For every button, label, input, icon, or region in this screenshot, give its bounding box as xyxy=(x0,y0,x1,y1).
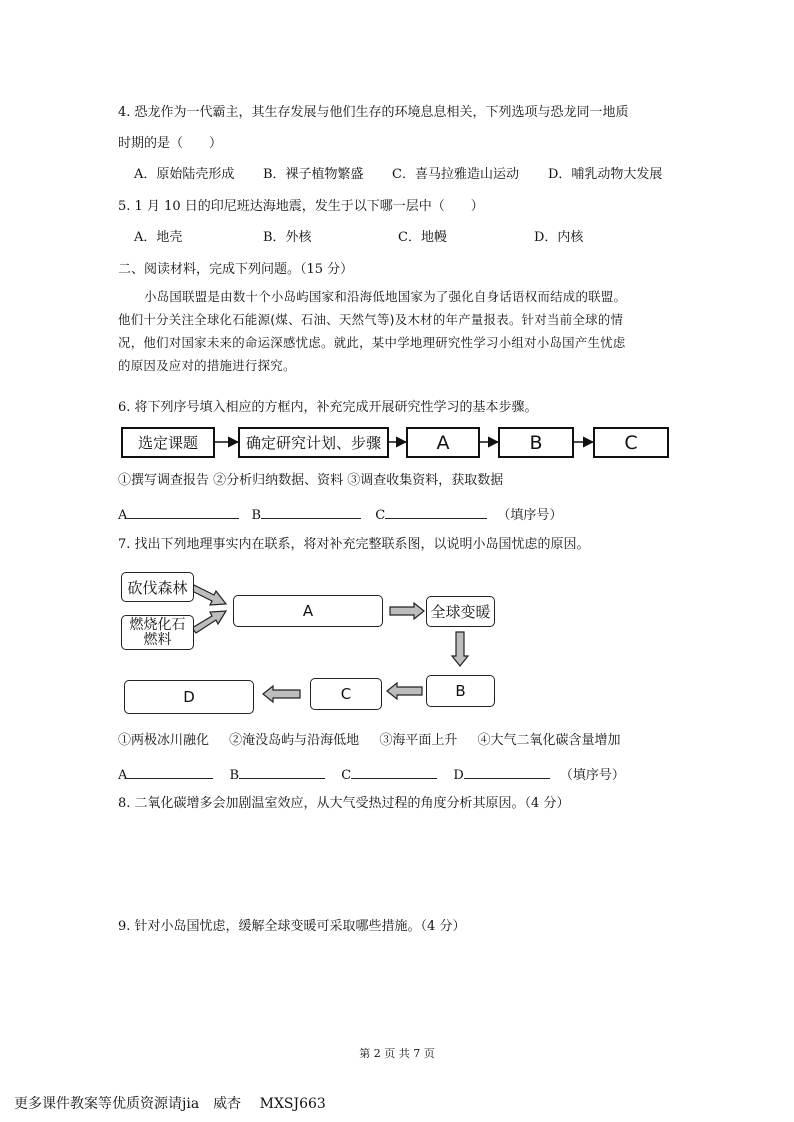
q7-blank-d-label: D xyxy=(453,768,464,783)
q7-blank-b[interactable] xyxy=(239,766,325,779)
q7-choice-2: ②淹没岛屿与沿海低地 xyxy=(229,733,360,748)
q6-choices: ①撰写调查报告 ②分析归纳数据、资料 ③调查收集资料，获取数据 xyxy=(118,473,504,488)
q7-blank-d[interactable] xyxy=(464,766,550,779)
flow-step-plan: 确定研究计划、步骤 xyxy=(238,427,389,458)
arrow-warming-to-b xyxy=(452,632,468,666)
flow-box-a[interactable]: A xyxy=(406,427,480,458)
diagram-box-b[interactable]: B xyxy=(426,675,495,707)
diagram-box-a[interactable]: A xyxy=(233,595,383,627)
section2-heading: 二、阅读材料，完成下列问题。（15 分） xyxy=(118,262,354,277)
q7-blank-a[interactable] xyxy=(127,766,213,779)
q7-choices xyxy=(118,734,620,747)
arrow-fuel-to-a xyxy=(192,611,226,633)
diagram-box-c[interactable]: C xyxy=(310,678,382,710)
q5-option-b[interactable]: B．外核 xyxy=(263,230,312,245)
paragraph-line-3: 况，他们对国家未来的命运深感忧虑。就此，某中学地理研究性学习小组对小岛国产生忧虑 xyxy=(118,335,626,350)
arrow-c-to-d xyxy=(263,686,300,702)
flow-box-c[interactable]: C xyxy=(593,427,669,458)
q9-answer-area[interactable] xyxy=(118,942,678,1037)
q5-stem: 5. 1 月 10 日的印尼班达海地震，发生于以下哪一层中（ ） xyxy=(118,199,484,214)
q6-note: （填序号） xyxy=(497,508,563,523)
arrow-b-to-c xyxy=(387,683,422,699)
q6-blank-a[interactable] xyxy=(127,506,239,519)
q6-blank-b-label: B xyxy=(251,508,262,523)
q9-stem: 9. 针对小岛国忧虑，缓解全球变暖可采取哪些措施。（4 分） xyxy=(118,919,466,934)
paragraph-line-4: 的原因及应对的措施进行探究。 xyxy=(118,358,296,373)
flow-step-select-topic: 选定课题 xyxy=(121,427,215,458)
q6-blank-c-label: C xyxy=(375,508,386,523)
flow-box-b[interactable]: B xyxy=(498,427,574,458)
q7-choice-3: ③海平面上升 xyxy=(379,733,458,748)
paragraph-line-2: 他们十分关注全球化石能源(煤、石油、天然气等)及木材的年产量报表。针对当前全球的情 xyxy=(118,312,624,327)
q5-option-d[interactable]: D．内核 xyxy=(534,230,584,245)
q7-blank-c-label: C xyxy=(341,768,352,783)
cause-burning-fossil-fuel xyxy=(121,615,194,650)
q7-choice-1: ①两极冰川融化 xyxy=(118,733,210,748)
paragraph-line-1: 小岛国联盟是由数十个小岛屿国家和沿海低地国家为了强化自身话语权而结成的联盟。 xyxy=(144,289,627,304)
cause2-line1: 燃烧化石 xyxy=(129,616,186,633)
q6-blank-b[interactable] xyxy=(261,506,361,519)
q7-choice-4: ④大气二氧化碳含量增加 xyxy=(477,733,621,748)
q8-answer-area[interactable] xyxy=(118,818,678,910)
q7-stem: 7. 找出下列地理事实内在联系，将对补充完整联系图，以说明小岛国忧虑的原因。 xyxy=(118,537,590,552)
q8-stem: 8. 二氧化碳增多会加剧温室效应，从大气受热过程的角度分析其原因。（4 分） xyxy=(118,796,570,811)
q4-stem-line1: 4. 恐龙作为一代霸主，其生存发展与他们生存的环境息息相关，下列选项与恐龙同一地质 xyxy=(118,105,629,120)
footer-text: 更多课件教案等优质资源请jia 威杏 MXSJ663 xyxy=(14,1096,326,1112)
q7-blank-a-label: A xyxy=(118,768,128,783)
cause-deforestation: 砍伐森林 xyxy=(121,572,194,602)
q4-option-b[interactable]: B．裸子植物繁盛 xyxy=(263,167,364,182)
q4-stem-line2: 时期的是（ ） xyxy=(118,136,223,151)
q7-note: （填序号） xyxy=(559,768,625,783)
q6-blank-a-label: A xyxy=(118,508,128,523)
arrow-forest-to-a xyxy=(192,585,226,605)
q5-option-c[interactable]: C．地幔 xyxy=(398,230,447,245)
arrow-a-to-warming xyxy=(390,603,424,619)
q4-option-d[interactable]: D．哺乳动物大发展 xyxy=(548,167,663,182)
q4-option-c[interactable]: C．喜马拉雅造山运动 xyxy=(392,167,519,182)
q7-blank-b-label: B xyxy=(229,768,240,783)
q4-option-a[interactable]: A．原始陆壳形成 xyxy=(134,167,235,182)
q7-blank-c[interactable] xyxy=(351,766,437,779)
global-warming-box: 全球变暖 xyxy=(426,596,495,627)
q6-blanks xyxy=(118,506,562,522)
q5-option-a[interactable]: A．地壳 xyxy=(134,230,183,245)
diagram-box-d[interactable]: D xyxy=(124,680,254,714)
cause2-line2: 燃料 xyxy=(143,631,172,648)
page-number: 第 2 页 共 7 页 xyxy=(359,1047,435,1060)
q6-blank-c[interactable] xyxy=(385,506,487,519)
q6-stem: 6. 将下列序号填入相应的方框内，补充完成开展研究性学习的基本步骤。 xyxy=(118,400,538,415)
q7-blanks xyxy=(118,766,625,782)
